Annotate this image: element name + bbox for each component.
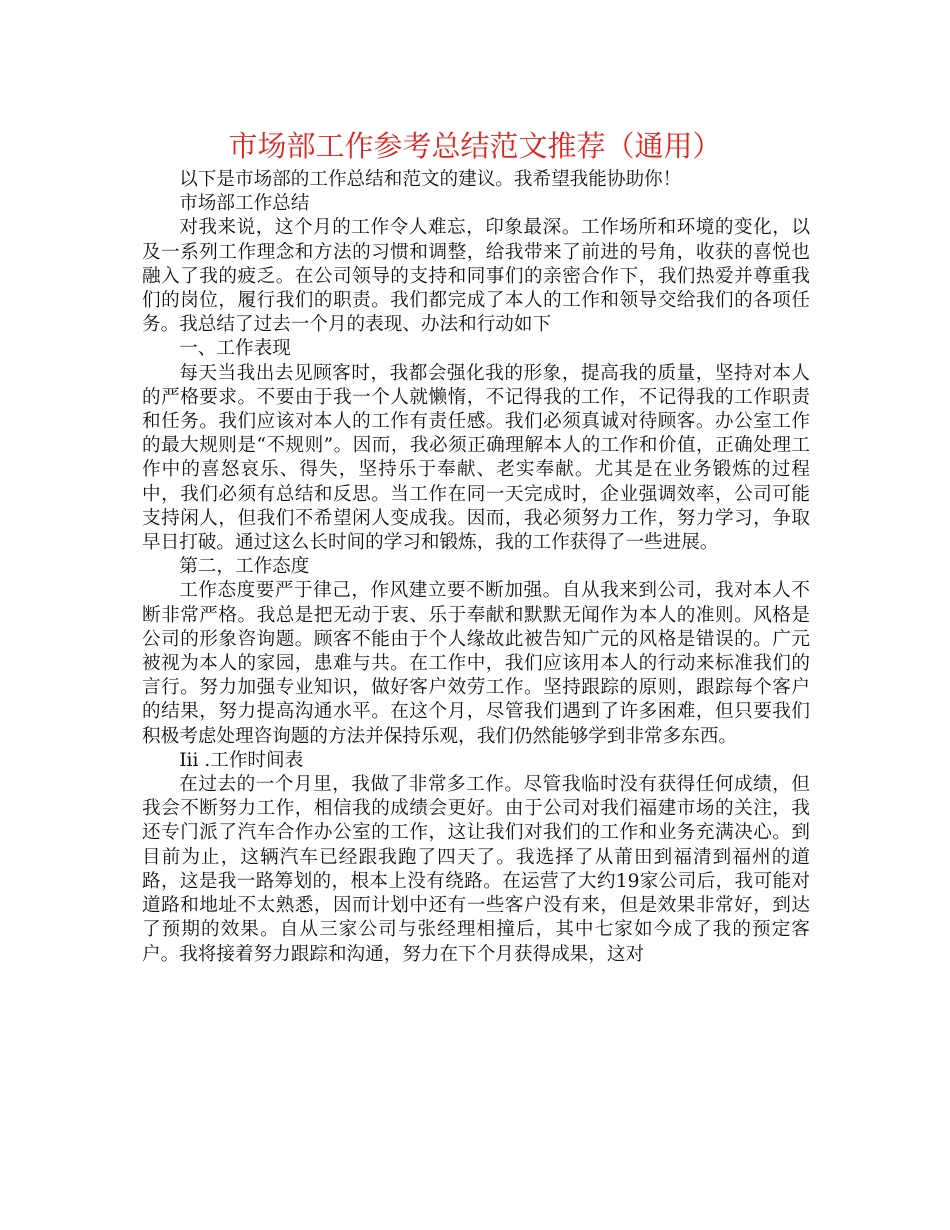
intro-paragraph: 以下是市场部的工作总结和范文的建议。我希望我能协助你！ <box>179 169 682 190</box>
section-heading: 一、工作表现 <box>179 338 291 360</box>
document-title: 市场部工作参考总结范文推荐（通用） <box>228 129 722 163</box>
section-heading: 市场部工作总结 <box>179 193 310 215</box>
document-body <box>142 168 810 967</box>
paragraph: 工作态度要严于律己，作风建立要不断加强。自从我来到公司，我对本人不断非常严格。我总是把无动于衷、乐于奉献和默默无闻作为本人的准则。风格是公司的形象咨询题。顾客不能由于个人缘故此被告知广元的风格是错误的。广元被视为本人的家园，患难与共。在工作中，我们应该用本人的行动来标准我们的言行。努力加强专业知识，做好客户效劳工作。坚持跟踪的原则，跟踪每个客户的结果，努力提高沟通水平。在这个月，尽管我们遇到了许多困难，但只要我们积极考虑处理咨询题的方法并保持乐观，我们仍然能够学到非常多东西。 <box>142 580 810 747</box>
paragraph: 在过去的一个月里，我做了非常多工作。尽管我临时没有获得任何成绩，但我会不断努力工作，相信我的成绩会更好。由于公司对我们福建市场的关注，我还专门派了汽车合作办公室的工作，这让我们对我们的工作和业务充满决心。到目前为止，这辆汽车已经跟我跑了四天了。我选择了从莆田到福清到福州的道路，这是我一路筹划的，根本上没有绕路。在运营了大约19家公司后，我可能对道路和地址不太熟悉，因而计划中还有一些客户没有来，但是效果非常好，到达了预期的效果。自从三家公司与张经理相撞后，其中七家如今成了我的预定客户。我将接着努力跟踪和沟通，努力在下个月获得成果，这对 <box>142 774 810 965</box>
paragraph: 每天当我出去见顾客时，我都会强化我的形象，提高我的质量，坚持对本人的严格要求。不要由于我一个人就懒惰，不记得我的工作，不记得我的工作职责和任务。我们应该对本人的工作有责任感。我们必须真诚对待顾客。办公室工作的最大规则是“不规则”。因而，我必须正确理解本人的工作和价值，正确处理工作中的喜怒哀乐、得失，坚持乐于奉献、老实奉献。尤其是在业务锻炼的过程中，我们必须有总结和反思。当工作在同一天完成时，企业强调效率，公司可能支持闲人，但我们不希望闲人变成我。因而，我必须努力工作，努力学习，争取早日打破。通过这么长时间的学习和锻炼，我的工作获得了一些进展。 <box>142 362 810 554</box>
paragraph: 对我来说，这个月的工作令人难忘，印象最深。工作场所和环境的变化，以及一系列工作理念和方法的习惯和调整，给我带来了前进的号角，收获的喜悦也融入了我的疲乏。在公司领导的支持和同事们的亲密合作下，我们热爱并尊重我们的岗位，履行我们的职责。我们都完成了本人的工作和领导交给我们的各项任务。我总结了过去一个月的表现、办法和行动如下 <box>142 217 810 336</box>
section-heading: 第二，工作态度 <box>179 556 310 578</box>
section-heading: Iii .工作时间表 <box>179 749 304 771</box>
